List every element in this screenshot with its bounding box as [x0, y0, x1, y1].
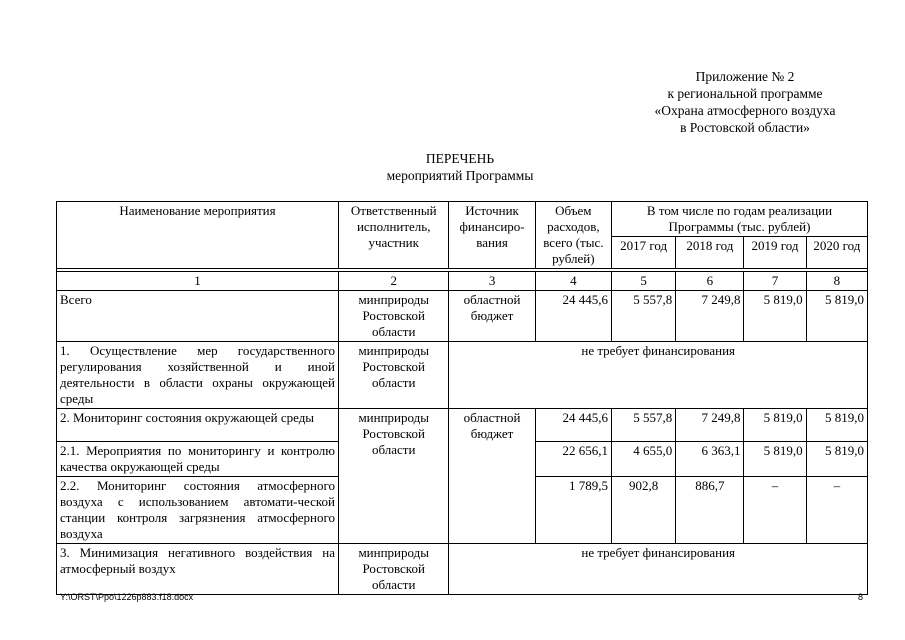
row-2017: 4 655,0 [611, 442, 675, 477]
column-number: 1 [57, 272, 339, 291]
column-numbers-row [57, 272, 868, 291]
row-financing-note: не требует финансирования [449, 544, 868, 595]
row-name: 2. Мониторинг состояния окружающей среды [57, 409, 339, 442]
row-name: 1. Осуществление мер государственного регулирования хозяйственной и иной деятельности в области охраны окружающей среды [57, 342, 339, 409]
column-number: 4 [535, 272, 611, 291]
row-2018: 6 363,1 [676, 442, 744, 477]
row-total: 1 789,5 [535, 477, 611, 544]
row-name: Всего [57, 291, 339, 342]
row-source: областной бюджет [449, 409, 535, 544]
header-total: Объем расходов, всего (тыс. рублей) [535, 202, 611, 269]
header-year-2018: 2018 год [676, 237, 744, 269]
header-name: Наименование мероприятия [57, 202, 339, 269]
file-path: Y:\ORST\Ppo\1226p883.f18.docx [60, 592, 194, 602]
row-2020: 5 819,0 [806, 291, 867, 342]
header-year-2017: 2017 год [611, 237, 675, 269]
header-year-2020: 2020 год [806, 237, 867, 269]
row-total: 22 656,1 [535, 442, 611, 477]
document-heading [300, 150, 620, 184]
row-2017: 902,8 [611, 477, 675, 544]
row-2017: 5 557,8 [611, 409, 675, 442]
row-2018: 7 249,8 [676, 291, 744, 342]
column-number: 5 [611, 272, 675, 291]
table-header-row [57, 202, 868, 237]
row-total: 24 445,6 [535, 409, 611, 442]
column-number: 3 [449, 272, 535, 291]
table-row-2 [57, 409, 868, 442]
row-2018: 7 249,8 [676, 409, 744, 442]
row-executor: минприроды Ростовской области [339, 409, 449, 544]
column-number: 7 [744, 272, 806, 291]
appendix-number: Приложение № 2 [695, 69, 795, 84]
table-row-3 [57, 544, 868, 595]
row-name: 3. Минимизация негативного воздействия на атмосферный воздух [57, 544, 339, 595]
row-2020: – [806, 477, 867, 544]
header-source: Источник финансиро-вания [449, 202, 535, 269]
appendix-region: в Ростовской области» [680, 120, 810, 135]
column-number: 6 [676, 272, 744, 291]
column-number: 8 [806, 272, 867, 291]
page-number: 8 [858, 592, 864, 602]
row-executor: минприроды Ростовской области [339, 342, 449, 409]
header-year-2019: 2019 год [744, 237, 806, 269]
table-row-1 [57, 342, 868, 409]
row-2019: 5 819,0 [744, 291, 806, 342]
row-2020: 5 819,0 [806, 409, 867, 442]
header-years-group: В том числе по годам реализации Программы (тыс. рублей) [611, 202, 867, 237]
row-name: 2.2. Мониторинг состояния атмосферного воздуха с использованием автомати-ческой станции контроля загрязнения атмосферного воздуха [57, 477, 339, 544]
row-name: 2.1. Мероприятия по мониторингу и контролю качества окружающей среды [57, 442, 339, 477]
row-financing-note: не требует финансирования [449, 342, 868, 409]
appendix-block [620, 68, 870, 136]
measures-table [56, 201, 868, 595]
row-2017: 5 557,8 [611, 291, 675, 342]
row-executor: минприроды Ростовской области [339, 544, 449, 595]
row-source: областной бюджет [449, 291, 535, 342]
column-number: 2 [339, 272, 449, 291]
row-2019: 5 819,0 [744, 442, 806, 477]
row-total: 24 445,6 [535, 291, 611, 342]
document-subtitle: мероприятий Программы [386, 168, 534, 183]
row-2019: – [744, 477, 806, 544]
appendix-program-title: «Охрана атмосферного воздуха [654, 103, 836, 118]
header-executor: Ответственный исполнитель, участник [339, 202, 449, 269]
row-2019: 5 819,0 [744, 409, 806, 442]
table-row-total [57, 291, 868, 342]
row-2020: 5 819,0 [806, 442, 867, 477]
document-title: ПЕРЕЧЕНЬ [425, 151, 495, 166]
row-2018: 886,7 [676, 477, 744, 544]
row-executor: минприроды Ростовской области [339, 291, 449, 342]
appendix-program-ref: к региональной программе [667, 86, 823, 101]
